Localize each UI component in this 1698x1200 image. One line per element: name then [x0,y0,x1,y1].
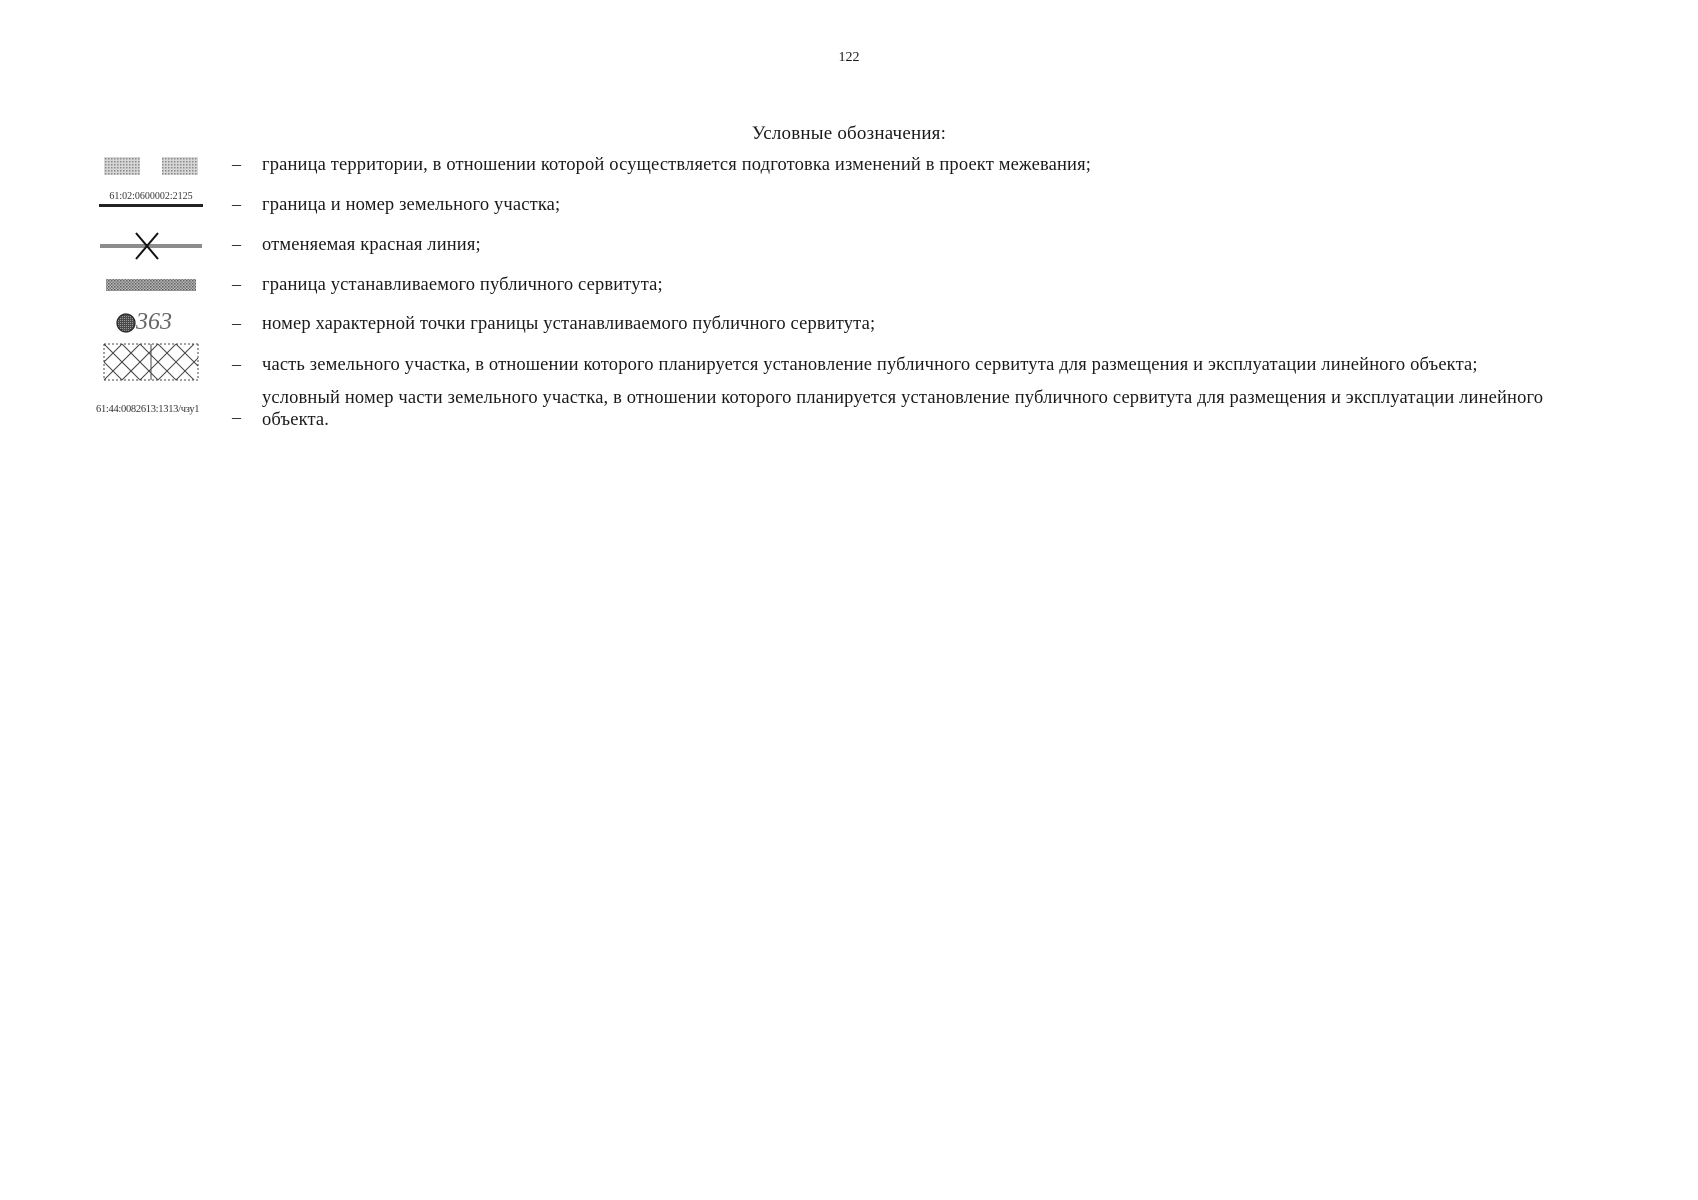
legend-title: Условные обозначения: [751,123,947,144]
legend-description: граница территории, в отношении которой осуществляется подготовка изменений в проект межевания; [262,155,1092,175]
page-number: 122 [838,50,860,65]
land-plot-boundary-icon [96,191,206,210]
hatched-boundary-icon [96,155,206,177]
cancelled-red-line-icon [96,230,206,262]
legend-dash: – [232,194,241,214]
crosshatch-plot-part-icon [96,342,206,382]
point-circle-icon [96,310,136,336]
legend-dash: – [232,407,241,427]
legend-dash: – [232,274,241,294]
legend-dash: – [232,234,241,254]
legend-dash: – [232,154,241,174]
plot-part-number-label: 61:44:0082613:1313/чзу1 [96,404,200,415]
legend-description: отменяемая красная линия; [262,235,481,255]
legend-dash: – [232,313,241,333]
land-plot-number-label: 61:02:0600002:2125 [109,191,193,202]
legend-description: часть земельного участка, в отношении которого планируется установление публичного сервитута для размещения и эксплуатации линейного объекта; [262,355,1478,375]
legend-dash: – [232,354,241,374]
plot-part-number-icon [96,404,206,415]
legend-description: граница устанавливаемого публичного сервитута; [262,275,663,295]
characteristic-point-icon [96,309,206,336]
legend-description: граница и номер земельного участка; [262,195,561,215]
legend-description: номер характерной точки границы устанавливаемого публичного сервитута; [262,314,876,334]
legend-description: условный номер части земельного участка, в отношении которого планируется установление публичного сервитута для размещения и эксплуатации линейного объекта. [262,388,1544,430]
point-number-label: 363 [136,309,172,335]
public-easement-boundary-icon [96,277,206,293]
